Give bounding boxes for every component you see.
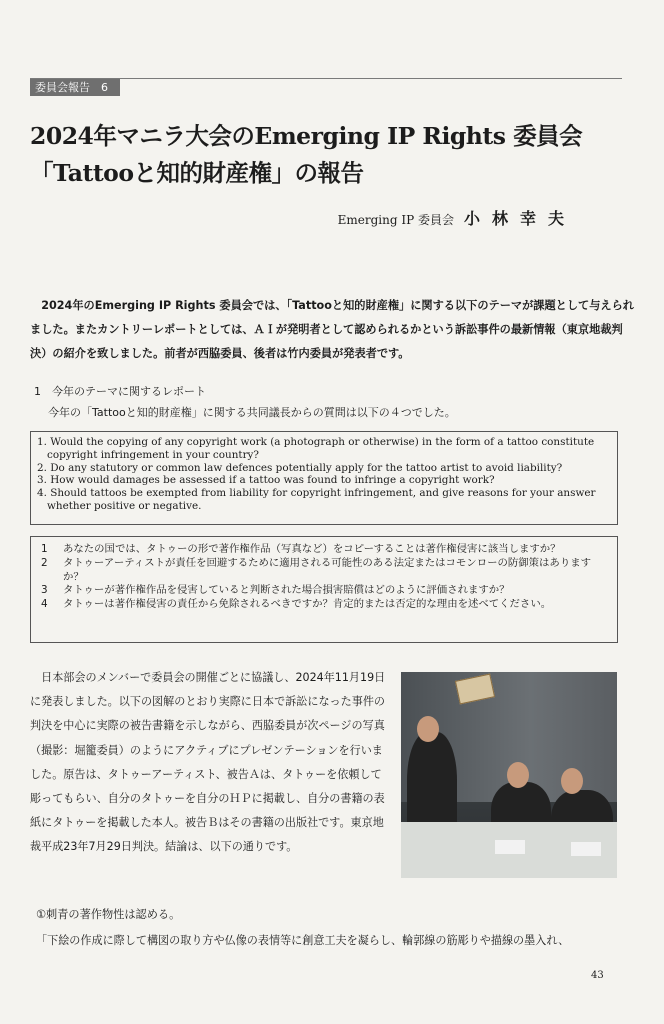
quote-start: 「下絵の作成に際して構図の取り方や仏像の表情等に創意工夫を凝らし、輪郭線の筋彫りや描線の墨入れ、 <box>36 934 570 947</box>
section-1-heading: 1 今年のテーマに関するレポート <box>34 385 206 398</box>
question-jp-text: タトゥーアーティストが責任を回避するために適用される可能性のある法定またはコモンローの防御策はありますか？ <box>63 556 591 583</box>
title-line-2: 「Tattooと知的財産権」の報告 <box>30 159 364 187</box>
questions-english-list <box>37 436 611 513</box>
question-jp-number: 3 <box>41 584 48 597</box>
presentation-photo <box>401 672 617 878</box>
question-jp-1 <box>39 543 609 557</box>
question-en-3: 3. How would damages be assessed if a tattoo was found to infringe a copyright work? <box>37 474 495 487</box>
question-en-4: 4. Should tattoos be exempted from liability for copyright infringement, and give reasons for your answer whether positive or negative. <box>37 487 596 512</box>
byline-committee: Emerging IP 委員会 <box>337 213 454 227</box>
question-jp-number: 4 <box>41 598 48 611</box>
presenter-head <box>417 716 439 742</box>
questions-english-box <box>30 431 618 525</box>
panelist-head <box>507 762 529 788</box>
question-jp-number: 2 <box>41 556 48 569</box>
question-jp-number: 1 <box>41 543 48 555</box>
question-jp-text: タトゥーが著作権作品を侵害していると判断された場合損害賠償はどのように評価されますか？ <box>63 584 510 597</box>
page-number: 43 <box>591 970 604 981</box>
byline <box>338 206 576 229</box>
question-jp-text: タトゥーは著作権侵害の責任から免除されるべきですか？肯定的または否定的な理由を述べてください。 <box>63 598 552 611</box>
body-paragraph: 日本部会のメンバーで委員会の開催ごとに協議し、2024年11月19日に発表しました。以下の図解のとおり実際に日本で訴訟になった事件の判決を中心に実際の被告書籍を示しながら、西脇委員が次ページの写真（撮影：堀籠委員）のようにアクティブにプレゼンテーションを行いました。原告は、タトゥーアーティスト、被告Ａは、タトゥーを依頼して彫ってもらい、自分のタトゥーを自分のＨＰに掲載し、自分の書籍の表紙にタトゥーを掲載した本人。被告Ｂはその書籍の出版社です。東京地裁平成23年7月29日判決。結論は、以下の通りです。 <box>30 671 386 854</box>
subheading-1: ①刺青の著作物性は認める。 <box>36 908 181 921</box>
panelist-head <box>561 768 583 794</box>
name-card <box>571 842 601 856</box>
question-jp-4 <box>39 598 609 612</box>
section-1-lead: 今年の「Tattooと知的財産権」に関する共同議長からの質問は以下の４つでした。 <box>48 406 456 419</box>
question-jp-3 <box>39 584 609 598</box>
name-card <box>495 840 525 854</box>
section-tag: 委員会報告 6 <box>30 79 120 96</box>
questions-japanese-box <box>30 536 618 643</box>
question-jp-2 <box>39 557 609 585</box>
question-jp-text: あなたの国では、タトゥーの形で著作権作品（写真など）をコピーすることは著作権侵害に該当しますか？ <box>63 543 561 555</box>
article-title <box>30 118 634 192</box>
question-en-1: 1. Would the copying of any copyright work (a photograph or otherwise) in the form of a tattoo constitute copyright infringement in your country? <box>37 436 595 461</box>
title-line-1: 2024年マニラ大会のEmerging IP Rights 委員会 <box>30 122 583 150</box>
byline-author: 小林幸夫 <box>463 209 576 228</box>
question-en-2: 2. Do any statutory or common law defences potentially apply for the tattoo artist to avoid liability? <box>37 461 563 474</box>
intro-paragraph: 2024年のEmerging IP Rights 委員会では、「Tattooと知的財産権」に関する以下のテーマが課題として与えられました。またカントリーレポートとしては、ＡＩが発明者として認められるかという訴訟事件の最新情報（東京地裁判決）の紹介を致しました。前者が西脇委員、後者は竹内委員が発表者です。 <box>30 299 634 360</box>
